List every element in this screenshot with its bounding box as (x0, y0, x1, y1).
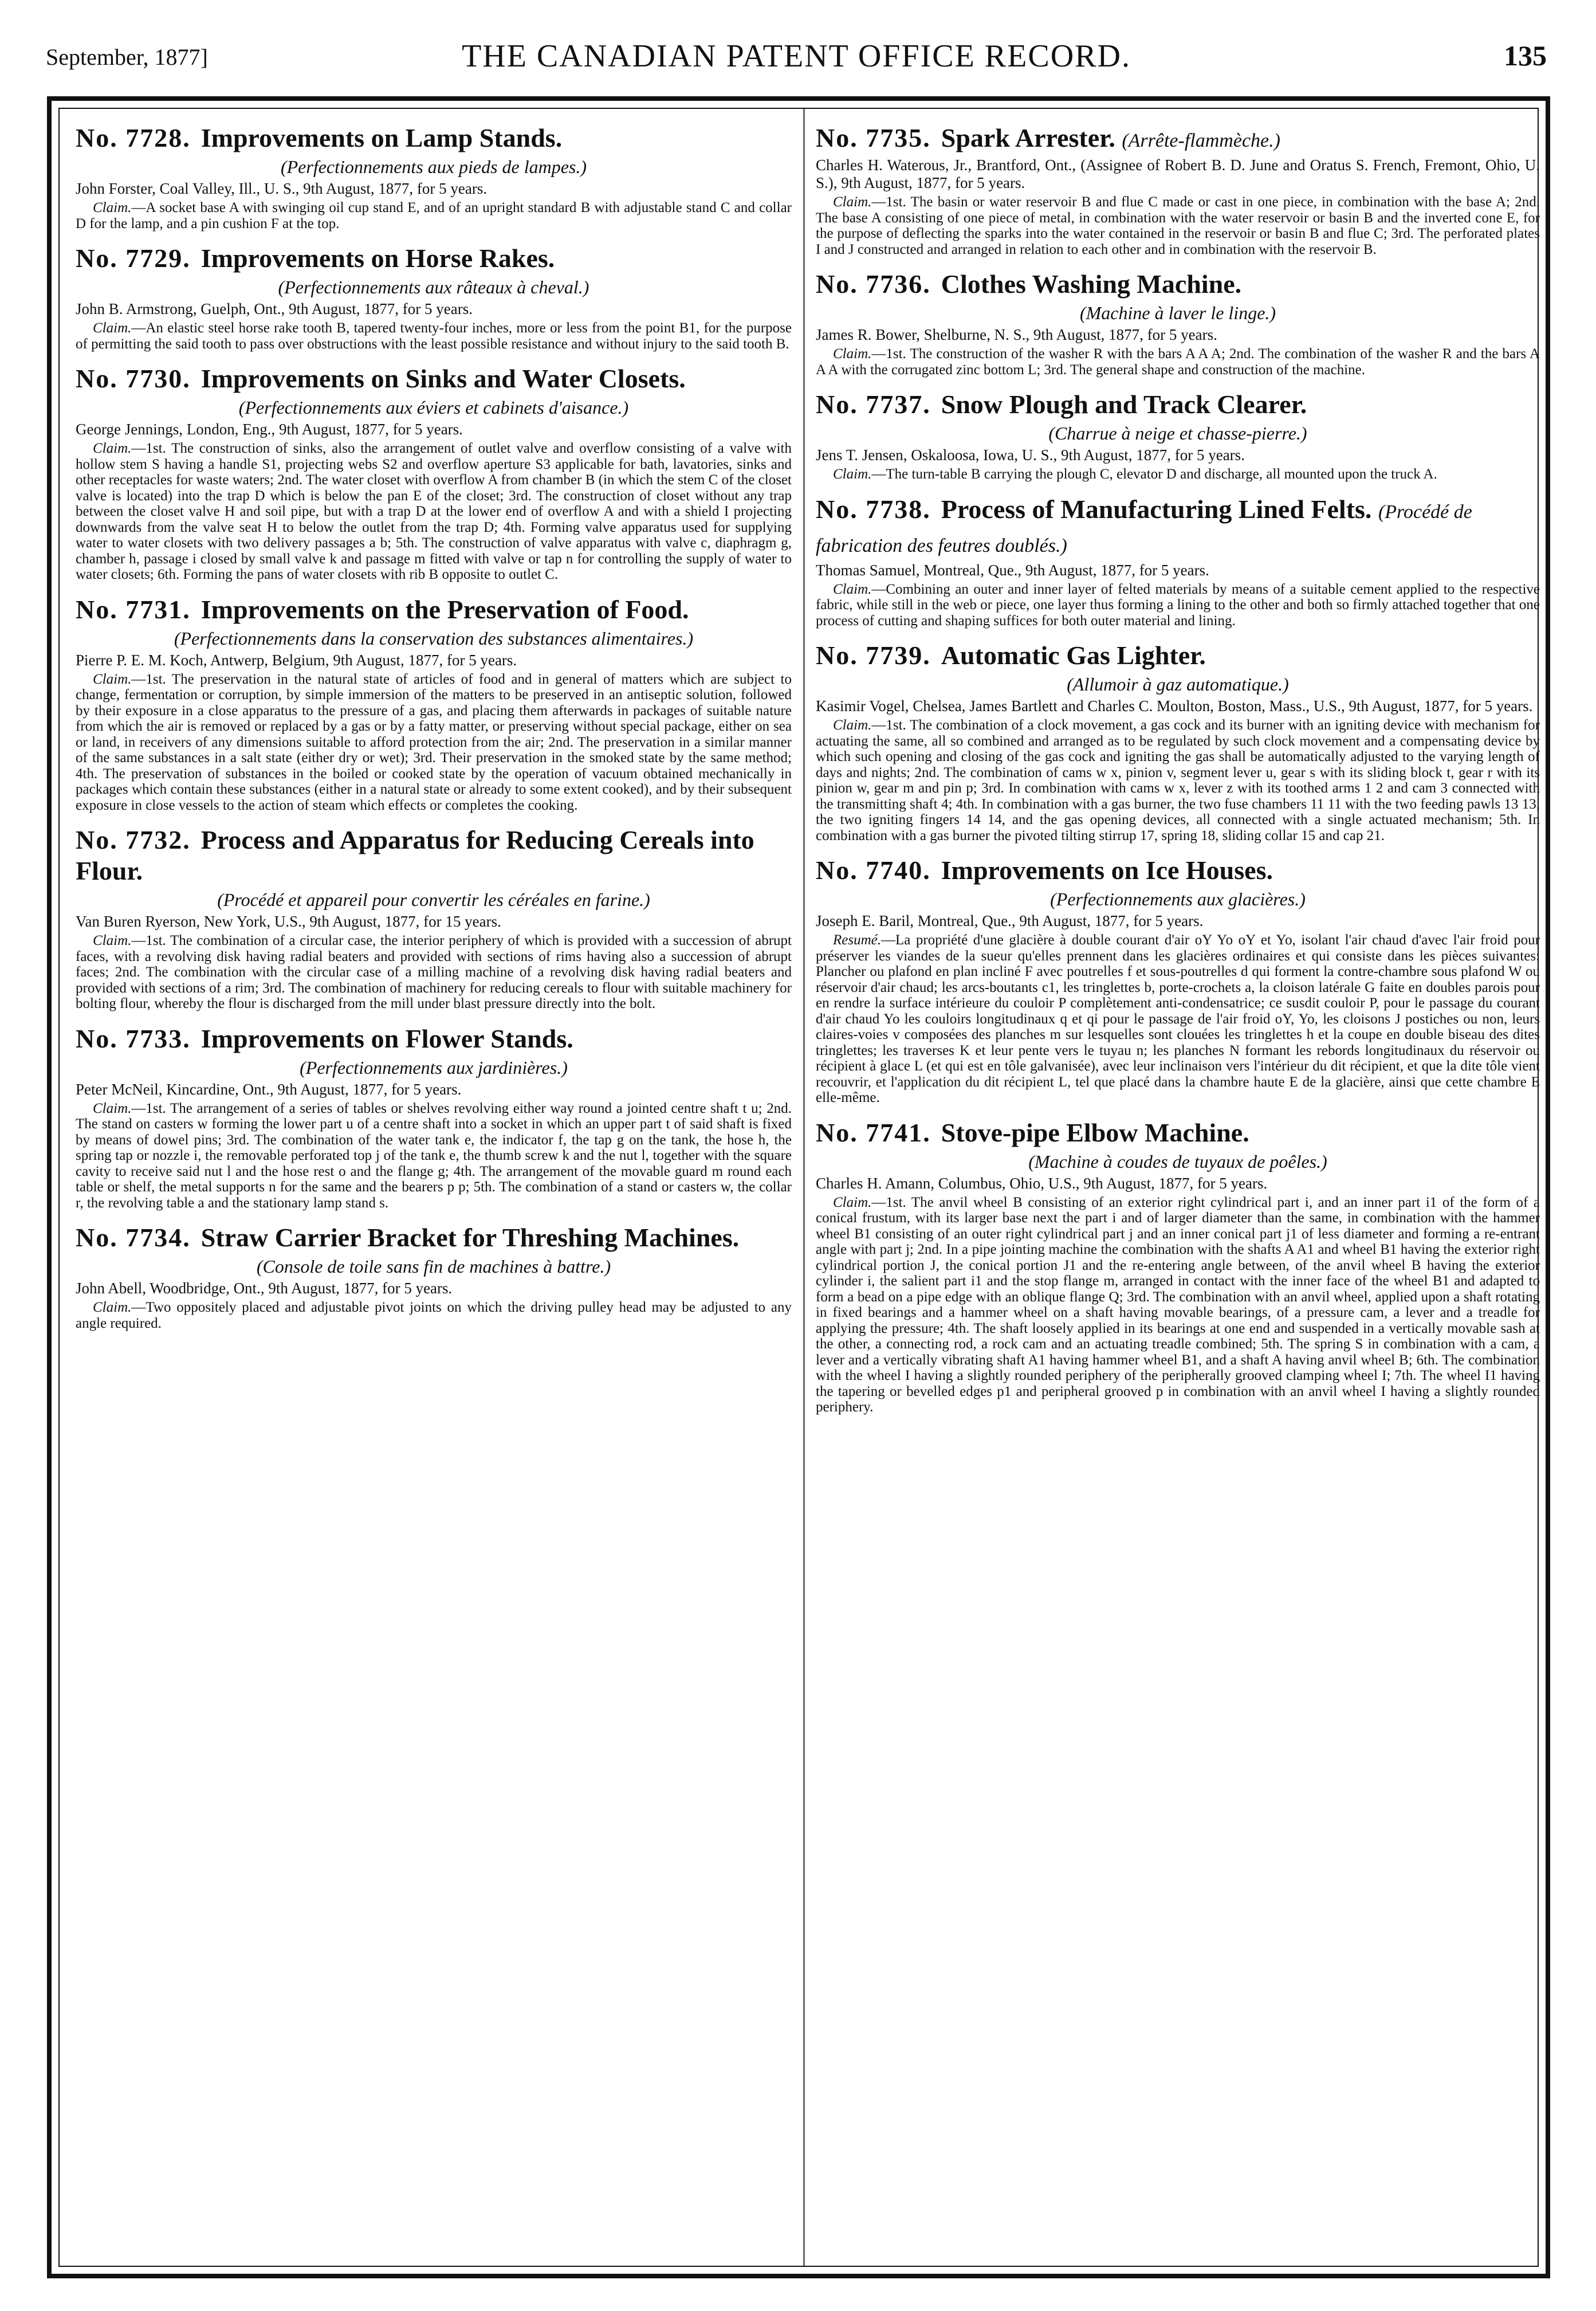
claim-label: Claim. (93, 671, 132, 687)
entry-french-title: (Perfectionnements aux râteaux à cheval.) (278, 277, 589, 297)
entry-patentee: George Jennings, London, Eng., 9th August, 1877, for 5 years. (76, 421, 463, 438)
page-number: 135 (1504, 40, 1547, 72)
entry-french-title: (Perfectionnements aux pieds de lampes.) (280, 156, 587, 177)
claim-label: Claim. (93, 1300, 132, 1315)
entry-title-row (76, 123, 792, 154)
entry-title: Process of Manufacturing Lined Felts. (941, 494, 1372, 524)
entry-claim-paragraph (76, 1300, 792, 1331)
left-column (76, 123, 792, 2254)
entry-title-row (76, 825, 792, 886)
patent-entry-7731 (76, 594, 792, 814)
entry-patentee: John Abell, Woodbridge, Ont., 9th August, 1877, for 5 years. (76, 1280, 453, 1297)
entry-french-title: (Machine à laver le linge.) (1079, 303, 1276, 323)
entry-french-title: (Allumoir à gaz automatique.) (1067, 674, 1289, 695)
entry-claim: —An elastic steel horse rake tooth B, tapered twenty-four inches, more or less from the point B1, for the purpose of permitting the said tooth to pass over obstructions with the least possible resistance and without injury to the said tooth B. (76, 320, 792, 352)
entry-title-row (816, 855, 1540, 886)
entry-title-row (76, 243, 792, 274)
entry-french-title: (Charrue à neige et chasse-pierre.) (1048, 423, 1307, 444)
entry-number: No. 7732. (76, 825, 191, 854)
header-date: September, 1877] (46, 44, 208, 70)
patent-entry-7741 (816, 1117, 1540, 1415)
entry-claim-paragraph (816, 194, 1540, 257)
entry-claim-paragraph (816, 582, 1540, 629)
claim-label: Claim. (93, 933, 132, 948)
entry-patentee: James R. Bower, Shelburne, N. S., 9th August, 1877, for 5 years. (816, 326, 1217, 343)
header-title: THE CANADIAN PATENT OFFICE RECORD. (462, 38, 1131, 74)
entry-title: Improvements on Flower Stands. (201, 1023, 573, 1053)
claim-label: Claim. (93, 1100, 132, 1116)
entry-patentee: John Forster, Coal Valley, Ill., U. S., 9th August, 1877, for 5 years. (76, 180, 488, 197)
claim-label: Claim. (833, 717, 872, 733)
entry-number: No. 7731. (76, 594, 191, 624)
claim-label: Claim. (833, 581, 872, 597)
entry-claim: —La propriété d'une glacière à double courant d'air oY Yo oY et Yo, isolant l'air chaud d'avec l'air froid pour préserver les viandes de la sueur qu'elles prennent dans les glacières ordinaires et qui consiste dans les pièces suivantes: Plancher ou plafond en plan incliné F avec poutrelles f et sous-poutrelles d qui forment la contre-chambre sous plafond W ou réservoir d'air chaud; les arcs-boutants c1, les tringlettes b, porte-crochets a, la cloison latérale G faite en doubles parois pour en rendre la surface intérieure du couloir P complètement anti-condensatrice; ce susdit couloir P, pour le passage du courant d'air chaud Yo les couloirs longitudinaux q et qi pour le passage de l'air froid oY, Yo, les cloisons J postiches ou non, leurs claires-voies v composées des planches m sur lesquelles sont clouées les tringlettes h et la coupe en double biseau des dites tringlettes; les traverses K et leur pente vers le tuyau n; les planches N formant les rebords longitudinaux du réservoir ou récipient à glace L (et qui est en tôle galvanisée), avec leur inclinaison vers l'intérieur du dit récipient, et que la dite tôle vient recouvrir, et l'application du dit récipient L, tel que placé dans la chambre haute E de la glacière, ainsi que cette chambre E elle-même. (816, 932, 1540, 1105)
entry-french-title: (Console de toile sans fin de machines à battre.) (256, 1256, 611, 1277)
entry-number: No. 7728. (76, 123, 191, 152)
claim-label: Claim. (833, 194, 872, 210)
entry-number: No. 7739. (816, 641, 931, 670)
entry-number: No. 7741. (816, 1117, 931, 1147)
patent-entry-7733 (76, 1023, 792, 1211)
patent-entry-7735 (816, 123, 1540, 257)
entry-number: No. 7735. (816, 123, 931, 152)
patent-entry-7734 (76, 1222, 792, 1331)
entry-claim-paragraph (76, 320, 792, 352)
page-frame (47, 96, 1550, 2278)
patent-entry-7730 (76, 363, 792, 583)
patent-entry-7737 (816, 389, 1540, 482)
entry-title-row (76, 1222, 792, 1253)
claim-label: Resumé. (833, 932, 881, 948)
claim-label: Claim. (833, 346, 872, 362)
entry-claim: —1st. The anvil wheel B consisting of an exterior right cylindrical part i, and an inner part i1 of the form of a conical frustum, with its larger base next the part i and of larger diameter than the same, in combination with the hammer wheel B1 consisting of an outer right cylindrical part j and an inner conical part j1 of less diameter and forming a re-entrant angle with part j; 2nd. In a pipe jointing machine the combination with the shafts A A1 and wheel B1 having the exterior right cylindrical portion J, the conical portion J1 and the re-entering angle between, of the anvil wheel B having the exterior cylinder i, the salient part i1 and the stop flange m, arranged in contact with the inner face of the wheel B1 and adapted to form a bead on a pipe edge with an oblique flange Q; 3rd. The combination with an anvil wheel, applied upon a shaft rotating in fixed bearings and a hammer wheel on a shaft having movable bearings, of a pressure cam, a lever and a treadle for applying the pressure; 4th. The shaft loosely applied in its bearings at one end and suspended in a vertically movable sash at the other, a connecting rod, a rock cam and an actuating treadle combined; 5th. The spring S in combination with a cam, a lever and a vertically vibrating shaft A1 having hammer wheel B1, and a shaft A having anvil wheel B; 6th. The combination with the wheel I having a slightly rounded periphery of the peripherally grooved clamping wheel I; 7th. The wheel I1 having the tapering or bevelled edges p1 and peripheral grooved p in combination with an anvil wheel I having a slightly rounded periphery. (816, 1194, 1540, 1415)
claim-label: Claim. (93, 320, 132, 336)
entry-title: Improvements on Sinks and Water Closets. (201, 364, 686, 393)
entry-claim-paragraph (816, 717, 1540, 843)
entry-claim-paragraph (76, 672, 792, 814)
entry-patentee: Jens T. Jensen, Oskaloosa, Iowa, U. S., 9th August, 1877, for 5 years. (816, 446, 1245, 464)
entry-patentee: Van Buren Ryerson, New York, U.S., 9th August, 1877, for 15 years. (76, 913, 501, 930)
entry-title: Process and Apparatus for Reducing Cereals into Flour. (76, 825, 754, 885)
entry-title-row (76, 363, 792, 394)
entry-number: No. 7740. (816, 856, 931, 885)
entry-french-title: (Perfectionnements aux jardinières.) (300, 1057, 568, 1078)
entry-claim: —Combining an outer and inner layer of felted materials by means of a suitable cement applied to the respective fabric, while still in the web or piece, one layer thus forming a lining to the other and both so firmly attached together that one process of cutting and shaping suffices for both outer material and lining. (816, 581, 1540, 629)
entry-title: Stove-pipe Elbow Machine. (941, 1117, 1249, 1147)
right-column (816, 123, 1540, 2254)
patent-entry-7738 (816, 494, 1540, 629)
entry-claim-paragraph (76, 933, 792, 1012)
entry-claim: —1st. The preservation in the natural state of articles of food and in general of matters which are subject to change, fermentation or corruption, by simple immersion of the matters to be preserved in an antiseptic solution, followed by their exposure in a close apparatus to the pressure of a gas, and placing them afterwards in packages of suitable nature from which the air is removed or replaced by a gas or by a fatty matter, or preserving without special package, either on sea or land, in receivers of any dimensions suitable to afford protection from the air; 2nd. The preservation in a similar manner of the same substances in a salt state (either dry or wet); 3rd. Their preservation in the smoked state by the same method; 4th. The preservation of substances in the boiled or cooked state by the operation of vacuum obtained mechanically in packages which contain these substances (either in a natural state or already to some extent cooked), and by their subsequent exposure in close vessels to the action of steam which effects or completes the cooking. (76, 671, 792, 813)
entry-claim-paragraph (76, 1101, 792, 1211)
entry-french-title: (Perfectionnements dans la conservation des substances alimentaires.) (174, 627, 694, 649)
entry-claim: —Two oppositely placed and adjustable pivot joints on which the driving pulley head may be adjusted to any angle required. (76, 1300, 792, 1331)
patent-entry-7739 (816, 640, 1540, 843)
entry-title: Spark Arrester. (941, 123, 1115, 152)
entry-number: No. 7737. (816, 390, 931, 419)
entry-claim-paragraph (816, 466, 1540, 482)
entry-title: Clothes Washing Machine. (941, 269, 1242, 299)
entry-number: No. 7730. (76, 364, 191, 393)
entry-patentee: Charles H. Waterous, Jr., Brantford, Ont., (Assignee of Robert B. D. June and Oratus S. French, Fremont, Ohio, U. S.), 9th August, 1877, for 5 years. (816, 156, 1540, 191)
entry-claim: —1st. The construction of the washer R with the bars A A A; 2nd. The combination of the washer R and the bars A A A with the corrugated zinc bottom L; 3rd. The general shape and construction of the machine. (816, 346, 1540, 378)
claim-label: Claim. (93, 200, 132, 215)
entry-title-row (816, 640, 1540, 671)
entry-claim-paragraph (76, 441, 792, 583)
entry-title-row (816, 123, 1540, 156)
entry-title: Snow Plough and Track Clearer. (941, 390, 1307, 419)
entry-claim: —The turn-table B carrying the plough C, elevator D and discharge, all mounted upon the truck A. (871, 466, 1437, 482)
entry-number: No. 7738. (816, 494, 931, 524)
entry-title-row (816, 269, 1540, 300)
claim-label: Claim. (833, 1194, 872, 1210)
entry-patentee: Thomas Samuel, Montreal, Que., 9th August, 1877, for 5 years. (816, 561, 1209, 579)
patent-entry-7736 (816, 269, 1540, 378)
entry-patentee: John B. Armstrong, Guelph, Ont., 9th August, 1877, for 5 years. (76, 300, 473, 317)
entry-number: No. 7729. (76, 244, 191, 273)
entry-claim: —1st. The basin or water reservoir B and flue C made or cast in one piece, in combination with the base A; 2nd. The base A consisting of one piece of metal, in combination with the water reservoir or basin B and the inverted cone E, for the purpose of deflecting the sparks into the water contained in the reservoir or basin B and flue C; 3rd. The perforated plates I and J constructed and arranged in relation to each other and in combination with the reservoir B. (816, 194, 1540, 257)
entry-claim-paragraph (816, 932, 1540, 1106)
entry-title: Automatic Gas Lighter. (941, 641, 1206, 670)
entry-title: Improvements on the Preservation of Food. (201, 594, 689, 624)
entry-title-row (76, 1023, 792, 1054)
entry-patentee: Peter McNeil, Kincardine, Ont., 9th August, 1877, for 5 years. (76, 1080, 462, 1098)
entry-claim: —1st. The combination of a clock movement, a gas cock and its burner with an igniting device with mechanism for actuating the same, all so combined and arranged as to be regulated by such clock movement and a compensating device by which such opening and closing of the gas cock and igniting the gas shall be automatically adjusted to the varying length of days and nights; 2nd. The combination of cams w x, pinion v, segment lever u, gear s with its sliding block t, gear r with its pinion w, gear m and pin p; 3rd. In combination with cams w x, lever z with its toothed arms 1 2 and cam 3 connected with the transmitting shaft 4; 4th. In combination with a gas burner, the two fuse chambers 11 11 with the two feeding pawls 13 13, the two igniting fingers 14 14, and the gas opening devices, all connected with a single actuated mechanism; 5th. In combination with a gas burner the pivoted tilting stirrup 17, spring 18, sliding collar 15 and cap 21. (816, 717, 1540, 843)
patent-entry-7729 (76, 243, 792, 352)
entry-title: Improvements on Lamp Stands. (201, 123, 563, 152)
entry-title-row (816, 494, 1540, 562)
entry-number: No. 7733. (76, 1023, 191, 1053)
entry-title-row (816, 389, 1540, 420)
entry-claim: —1st. The arrangement of a series of tables or shelves revolving either way round a jointed centre shaft t u; 2nd. The stand on casters w forming the lower part u of a centre shaft into a socket in which an upper part t of said shaft is fixed by means of dowel pins; 3rd. The combination of the water tank e, the indicator f, the tap g on the tank, the hose h, the spring tap or nozzle i, the removable perforated top j of the tank e, the thumb screw k and the nut l, together with the square cavity to receive said nut l and the hose rest o and the flange g; 4th. The arrangement of the movable guard m round each table or shelf, the metal supports n for the same and the bearers p p; 5th. The combination of a stand or casters w, the collar r, the revolving table a and the stationary lamp stand s. (76, 1100, 792, 1211)
entry-title-row (816, 1117, 1540, 1148)
entry-french-title: (Perfectionnements aux éviers et cabinets d'aisance.) (238, 397, 629, 418)
entry-number: No. 7736. (816, 269, 931, 299)
entry-patentee: Pierre P. E. M. Koch, Antwerp, Belgium, 9th August, 1877, for 5 years. (76, 651, 517, 669)
entry-claim: —A socket base A with swinging oil cup stand E, and of an upright standard B with adjustable stand C and collar D for the lamp, and a pin cushion F at the top. (76, 200, 792, 232)
entry-title: Straw Carrier Bracket for Threshing Machines. (201, 1223, 740, 1252)
patent-entry-7740 (816, 855, 1540, 1106)
entry-claim-paragraph (816, 1195, 1540, 1415)
page-frame-inner (58, 108, 1539, 2267)
entry-claim: —1st. The construction of sinks, also the arrangement of outlet valve and overflow consisting of a valve with hollow stem S having a handle S1, projecting webs S2 and overflow aperture S3 applicable for bath, lavatories, sinks and other receptacles for waste waters; 2nd. The water closet with overflow A from chamber B (in which the stem C of the closet valve is located) into the trap D which is below the pan E of the closet; 3rd. The construction of closet without any trap between the closet valve H and soil pipe, but with a trap D at the lower end of overflow A and with a shield I projecting downwards from the valve seat H to below the outlet from the trap D; 4th. Forming valve apparatus used for supplying water to water closets with two delivery passages a b; 5th. The construction of valve apparatus with valve c, diaphragm g, chamber h, passage i closed by small valve k and passage m fitted with valve or tap n for controlling the supply of water to water closets; 6th. Forming the pans of water closets with rib B opposite to outlet C. (76, 441, 792, 582)
entry-claim: —1st. The combination of a circular case, the interior periphery of which is provided with a succession of abrupt faces, with a revolving disk having radial beaters and provided with sections of rims having also a succession of abrupt faces; 2nd. The combination with the circular case of a milling machine of a revolving disk having radial beaters and provided with sections of a rim; 3rd. The combination of machinery for reducing cereals to flour with suitable machinery for bolting flour, whereby the flour is discharged from the mill under blast pressure directly into the bolt. (76, 933, 792, 1011)
entry-french-title: (Perfectionnements aux glacières.) (1050, 889, 1306, 909)
entry-title-row (76, 594, 792, 625)
entry-french-title: (Arrête-flammèche.) (1122, 130, 1280, 151)
entry-title: Improvements on Ice Houses. (941, 856, 1273, 885)
entry-number: No. 7734. (76, 1223, 191, 1252)
entry-claim-paragraph (76, 200, 792, 232)
entry-french-title: (Machine à coudes de tuyaux de poêles.) (1028, 1151, 1327, 1172)
entry-patentee: Kasimir Vogel, Chelsea, James Bartlett and Charles C. Moulton, Boston, Mass., U.S., 9th August, 1877, for 5 years. (816, 697, 1533, 715)
page-header (46, 33, 1547, 79)
entry-title: Improvements on Horse Rakes. (201, 244, 555, 273)
claim-label: Claim. (833, 466, 872, 482)
patent-entry-7732 (76, 825, 792, 1012)
claim-label: Claim. (93, 441, 132, 456)
patent-entry-7728 (76, 123, 792, 232)
column-divider (803, 109, 805, 2266)
entry-french-title: (Procédé de fabrication des feutres doublés.) (816, 501, 1472, 556)
entry-patentee: Charles H. Amann, Columbus, Ohio, U.S., 9th August, 1877, for 5 years. (816, 1174, 1268, 1192)
entry-patentee: Joseph E. Baril, Montreal, Que., 9th August, 1877, for 5 years. (816, 912, 1204, 929)
entry-french-title: (Procédé et appareil pour convertir les céréales en farine.) (217, 889, 650, 910)
entry-claim-paragraph (816, 346, 1540, 378)
